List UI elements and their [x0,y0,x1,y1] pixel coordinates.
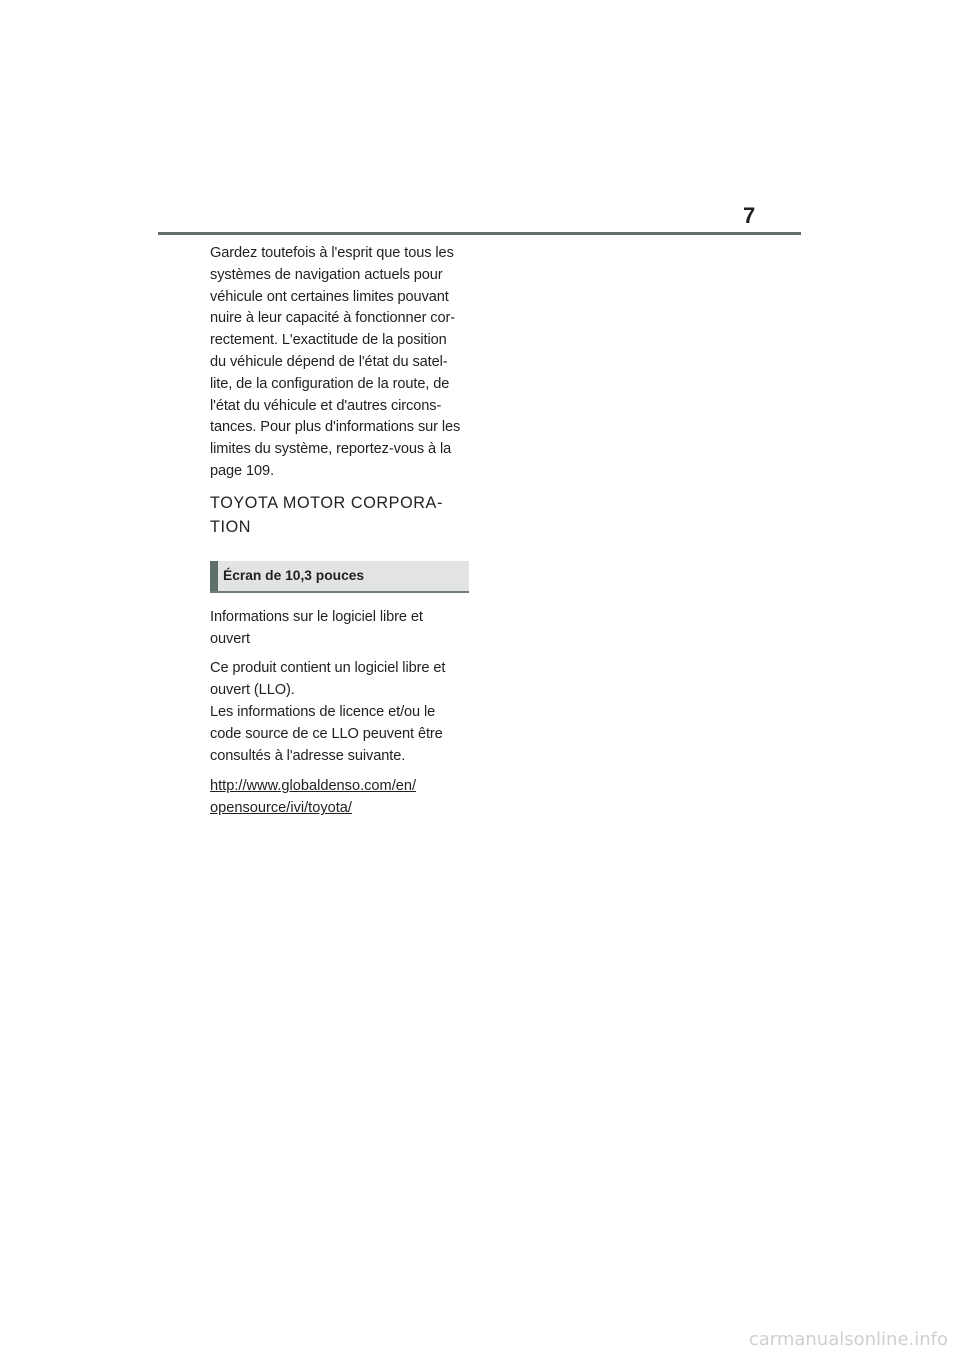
oss-heading-line: ouvert [210,630,250,647]
oss-link-line[interactable]: http://www.globaldenso.com/en/ [210,778,417,795]
company-line: TION [210,517,252,536]
page-number: 7 [743,203,756,228]
oss-heading-line: Informations sur le logiciel libre et [210,608,423,625]
intro-line: véhicule ont certaines limites pouvant [210,288,449,305]
oss-heading [210,607,470,651]
intro-line: l'état du véhicule et d'autres circons- [210,397,442,414]
intro-line: tances. Pour plus d'informations sur les [210,419,461,436]
oss-body [210,658,470,767]
intro-line: lite, de la configuration de la route, de [210,375,450,392]
intro-paragraph [210,243,470,483]
intro-line: limites du système, reportez-vous à la [210,441,452,458]
company-line: TOYOTA MOTOR CORPORA- [210,493,443,512]
oss-link[interactable] [210,775,470,819]
intro-line: page 109. [210,462,275,479]
oss-body-line: consultés à l'adresse suivante. [210,747,406,764]
watermark: carmanualsonline.info [748,1329,948,1350]
intro-line: Gardez toutefois à l'esprit que tous les [210,245,454,261]
content-column [210,243,470,819]
header-rule [158,232,801,235]
intro-line: rectement. L'exactitude de la position [210,332,447,349]
section-title: Écran de 10,3 pouces [223,567,365,583]
company-name [210,491,470,539]
intro-line: systèmes de navigation actuels pour [210,266,443,283]
oss-body-line: ouvert (LLO). [210,682,295,699]
intro-line: nuire à leur capacité à fonctionner cor- [210,310,456,327]
oss-body-line: code source de ce LLO peuvent être [210,725,443,742]
section-accent-bar [210,561,218,591]
oss-body-line: Ce produit contient un logiciel libre et [210,660,446,677]
oss-body-line: Les informations de licence et/ou le [210,703,436,720]
intro-line: du véhicule dépend de l'état du satel- [210,353,448,370]
oss-link-line[interactable]: opensource/ivi/toyota/ [210,800,352,817]
section-header [210,561,469,593]
